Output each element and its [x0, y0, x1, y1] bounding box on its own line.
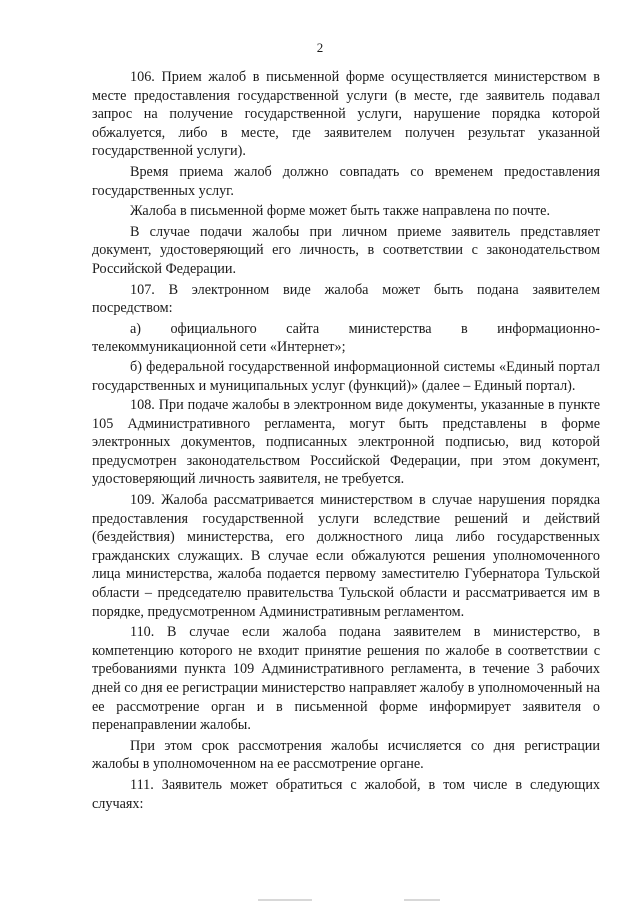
list-item-a-website: а) официального сайта министерства в информационно-телекоммуникационной сети «Интернет»; [92, 320, 600, 356]
paragraph-106-intake: 106. Прием жалоб в письменной форме осуществляется министерством в месте предоставления государственной услуги (в месте, где заявитель подавал запрос на получение государственной услуги, нарушение порядка которой обжалуется, либо в месте, где заявителем получен результат указанной государственной услуги). [92, 69, 600, 160]
paragraph-review-period: При этом срок рассмотрения жалобы исчисляется со дня регистрации жалобы в уполномоченном на ее рассмотрение органе. [92, 737, 600, 773]
scan-artifact-left [258, 899, 312, 901]
paragraph-mail-submission: Жалоба в письменной форме может быть также направлена по почте. [130, 203, 551, 220]
paragraph-108-electronic-documents: 108. При подаче жалобы в электронном виде документы, указанные в пункте 105 Административного регламента, могут быть представлены в форме электронных документов, подписанных электронной подписью, вид которой предусмотрен законодательством Российской Федерации, при этом документ, удостоверяющий личность заявителя, не требуется. [92, 397, 600, 488]
paragraph-107-electronic: 107. В электронном виде жалоба может быть подана заявителем посредством: [92, 281, 600, 317]
paragraph-109-review: 109. Жалоба рассматривается министерством в случае нарушения порядка предоставления государственной услуги вследствие решений и действий (бездействия) министерства, его должностного лица либо государственных гражданских служащих. В случае если обжалуются решения уполномоченного лица министерства, жалоба подается первому заместителю Губернатора Тульской области – председателю правительства Тульской области и рассматривается им в порядке, предусмотренном Административным регламентом. [92, 492, 600, 620]
page-number: 2 [316, 40, 324, 55]
paragraph-intake-hours: Время приема жалоб должно совпадать со временем предоставления государственных услуг. [92, 163, 600, 199]
paragraph-110-redirection: 110. В случае если жалоба подана заявителем в министерство, в компетенцию которого не входит принятие решения по жалобе в соответствии с требованиями пункта 109 Административного регламента, в течение 3 рабочих дней со дня ее регистрации министерство направляет жалобу в уполномоченный на ее рассмотрение орган и в письменной форме информирует заявителя о перенаправлении жалобы. [92, 624, 600, 734]
paragraph-111-cases: 111. Заявитель может обратиться с жалобой, в том числе в следующих случаях: [92, 776, 600, 812]
paragraph-personal-submission: В случае подачи жалобы при личном приеме заявитель представляет документ, удостоверяющий его личность, в соответствии с законодательством Российской Федерации. [92, 223, 600, 277]
list-item-b-unified-portal: б) федеральной государственной информационной системы «Единый портал государственных и муниципальных услуг (функций)» (далее – Единый портал). [92, 358, 600, 394]
document-body [92, 68, 600, 815]
scan-artifact-right [404, 899, 440, 901]
